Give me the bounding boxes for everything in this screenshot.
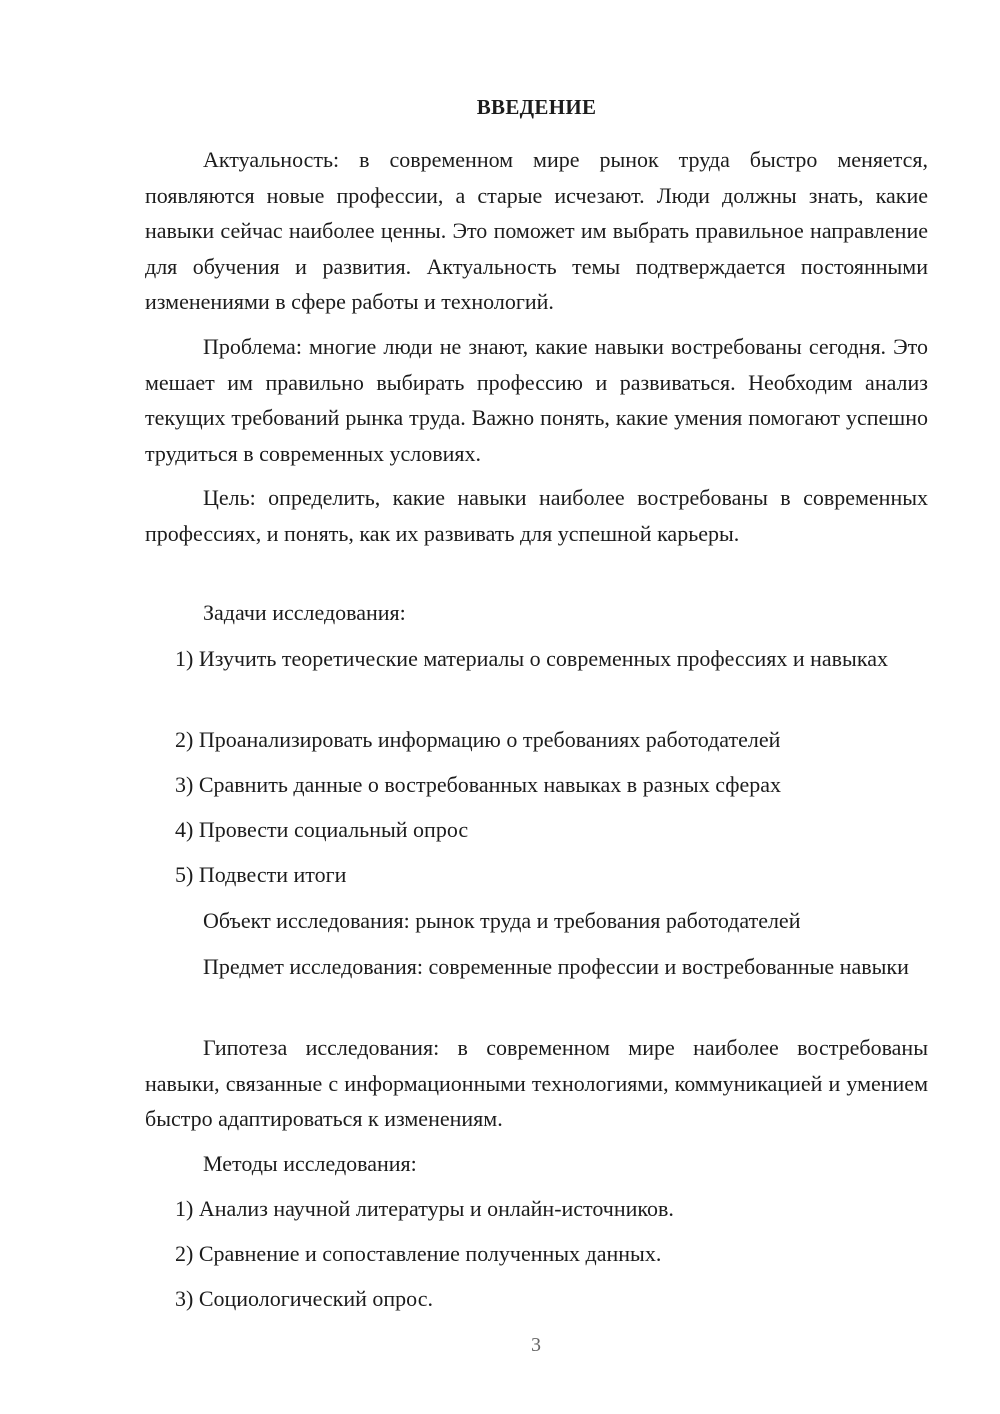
method-item-2: 2) Сравнение и сопоставление полученных данных. — [175, 1241, 662, 1266]
object-paragraph: Объект исследования: рынок труда и требования работодателей — [203, 908, 801, 933]
page-title: ВВЕДЕНИЕ — [476, 95, 597, 119]
relevance-paragraph: Актуальность: в современном мире рынок труда быстро меняется, появляются новые профессии, а старые исчезают. Люди должны знать, какие навыки сейчас наиболее ценны. Это поможет им выбрать правильное направление для обучения и развития. Актуальность темы подтверждается постоянными изменениями в сфере работы и технологий. — [145, 147, 928, 314]
method-item-1: 1) Анализ научной литературы и онлайн-источников. — [175, 1196, 674, 1221]
task-item-2: 2) Проанализировать информацию о требованиях работодателей — [175, 727, 781, 752]
goal-paragraph: Цель: определить, какие навыки наиболее востребованы в современных профессиях, и понять, как их развивать для успешной карьеры. — [145, 485, 928, 546]
hypothesis-paragraph: Гипотеза исследования: в современном мире наиболее востребованы навыки, связанные с информационными технологиями, коммуникацией и умением быстро адаптироваться к изменениям. — [145, 1035, 928, 1131]
task-item-1: 1) Изучить теоретические материалы о современных профессиях и навыках — [175, 646, 888, 671]
page-number: 3 — [531, 1334, 541, 1356]
method-item-3: 3) Социологический опрос. — [175, 1286, 433, 1311]
subject-paragraph: Предмет исследования: современные профессии и востребованные навыки — [203, 954, 909, 979]
problem-paragraph: Проблема: многие люди не знают, какие навыки востребованы сегодня. Это мешает им правильно выбирать профессию и развиваться. Необходим анализ текущих требований рынка труда. Важно понять, какие умения помогают успешно трудиться в современных условиях. — [145, 334, 928, 466]
task-item-3: 3) Сравнить данные о востребованных навыках в разных сферах — [175, 772, 782, 797]
task-item-4: 4) Провести социальный опрос — [175, 817, 469, 842]
methods-heading: Методы исследования: — [203, 1151, 417, 1176]
tasks-heading: Задачи исследования: — [203, 600, 406, 625]
task-item-5: 5) Подвести итоги — [175, 862, 347, 887]
